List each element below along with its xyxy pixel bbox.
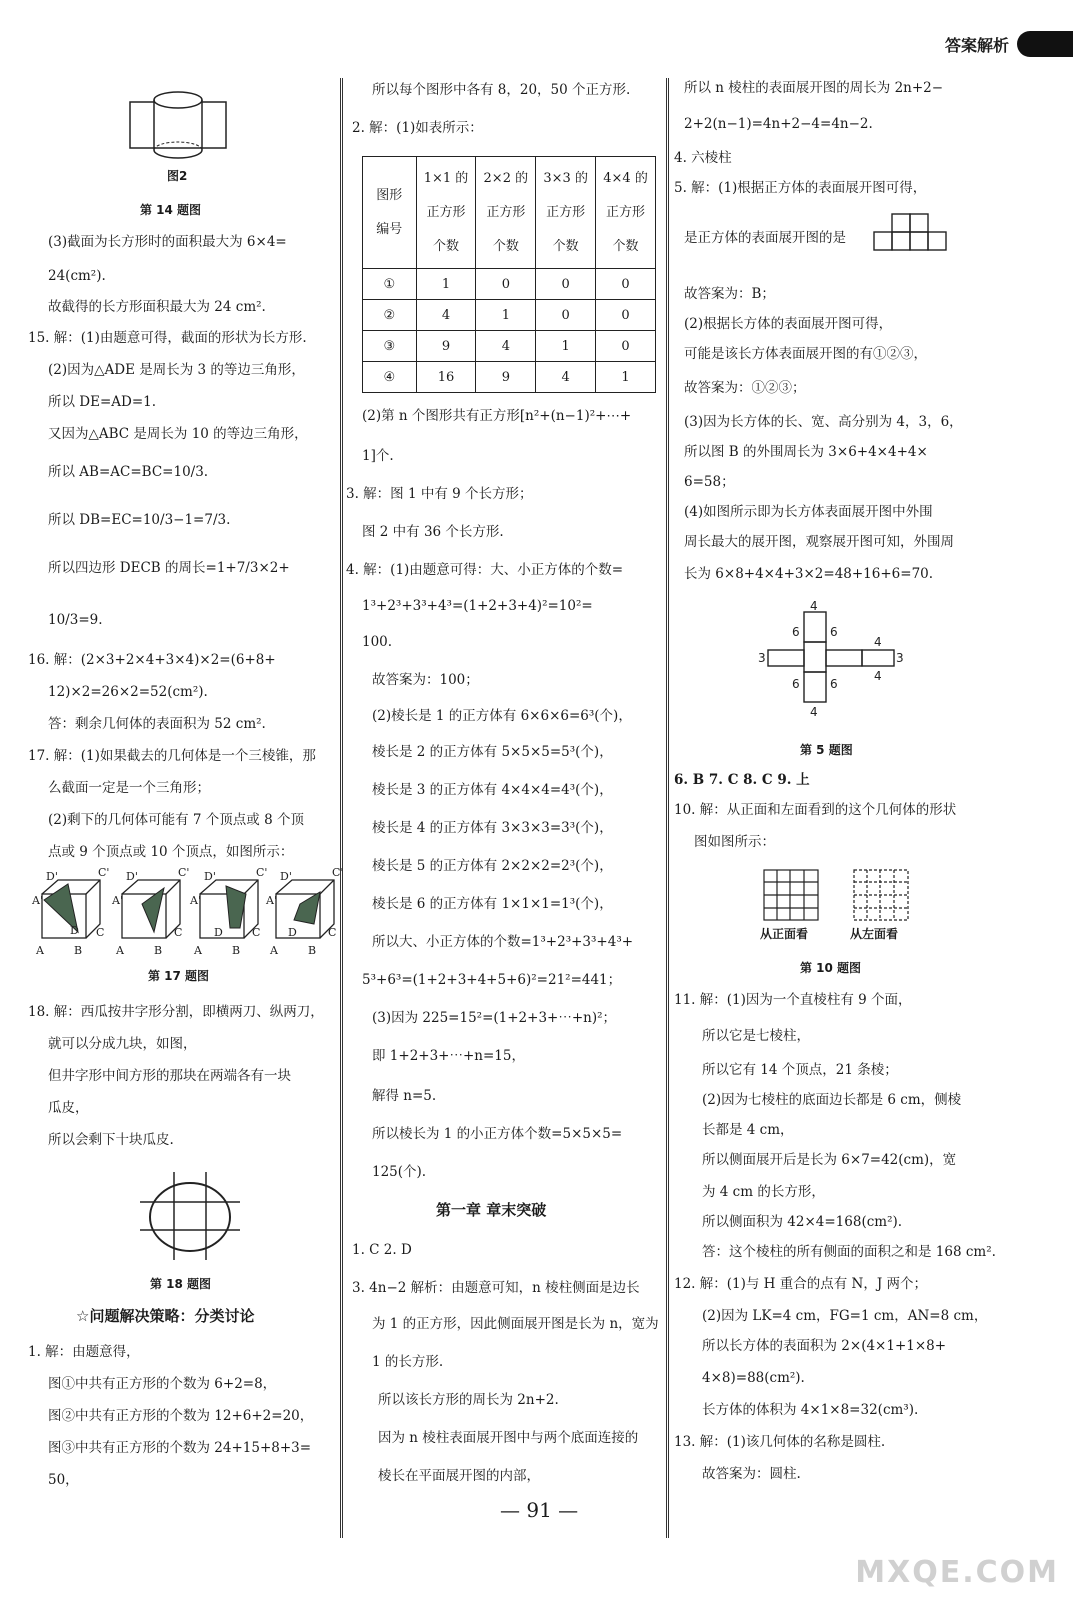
question-16: 16. 解：(2×3+2×4+3×4)×2=(6+8+: [28, 652, 276, 668]
page-number: — 91 —: [500, 1498, 579, 1522]
svg-text:B: B: [154, 944, 163, 957]
figure-18-caption: 第 18 题图: [150, 1277, 212, 1291]
text-line: (2)根据长方体的表面展开图可得，: [684, 316, 893, 332]
text-line: 长方体的体积为 4×1×8=32(cm³).: [702, 1402, 919, 1418]
figure-label-2: 图2: [167, 169, 188, 183]
table-cell: 1: [476, 300, 536, 331]
text-line: 解得 n=5.: [372, 1088, 437, 1104]
text-line: 长都是 4 cm，: [702, 1122, 794, 1138]
text-line: 所以棱长为 1 的小正方体个数=5×5×5=: [372, 1126, 623, 1142]
text-line: 1³+2³+3³+4³=(1+2+3+4)²=10²=: [362, 598, 593, 614]
question-2: 2. 解：(1)如表所示：: [352, 120, 483, 136]
text-line: 1 的长方形.: [372, 1354, 444, 1370]
text-line: 所以长方体的表面积为 2×(4×1+1×8+: [702, 1338, 947, 1354]
table-cell: 0: [596, 300, 656, 331]
table-cell: 9: [476, 362, 536, 393]
front-view-label: 从正面看: [760, 927, 809, 941]
question-18: 18. 解：西瓜按井字形分割，即横两刀、纵两刀，: [28, 1004, 324, 1020]
question-4: 4. 解：(1)由题意可得：大、小正方体的个数=: [346, 562, 624, 578]
svg-text:A: A: [116, 944, 124, 957]
text-line: (2)因为△ADE 是周长为 3 的等边三角形，: [48, 362, 305, 378]
svg-text:D: D: [288, 926, 297, 939]
text-line: (3)截面为长方形时的面积最大为 6×4=: [48, 234, 287, 250]
text-line: 所以侧面展开后是长为 6×7=42(cm)，宽: [702, 1152, 957, 1168]
text-line: 4×8)=88(cm²).: [702, 1370, 805, 1386]
text-line: 2+2(n−1)=4n+2−4=4n−2.: [684, 116, 873, 132]
text-line: 为 4 cm 的长方形，: [702, 1184, 825, 1200]
svg-text:C: C: [96, 926, 105, 939]
text-line: 所以侧面积为 42×4=168(cm²).: [702, 1214, 903, 1230]
text-line: 故答案为：B；: [684, 286, 775, 302]
net-label: 6: [830, 625, 838, 639]
text-line: 100.: [362, 634, 393, 650]
text-line: 所以每个图形中各有 8，20，50 个正方形.: [372, 82, 631, 98]
svg-text:D': D': [280, 870, 292, 883]
text-line: (2)第 n 个图形共有正方形[n²+(n−1)²+⋯+: [362, 408, 632, 424]
question-12: 12. 解：(1)与 H 重合的点有 N，J 两个；: [674, 1276, 928, 1292]
svg-text:A': A': [190, 894, 201, 907]
cylinder-figure: [128, 84, 228, 164]
net-label: 6: [830, 677, 838, 691]
cube-net-figure: [874, 208, 946, 256]
table-cell: 4: [536, 362, 596, 393]
table-header-cell: 1×1 的 正方形 个数: [416, 157, 476, 269]
table-header-cell: 3×3 的 正方形 个数: [536, 157, 596, 269]
text-line: 故答案为：100；: [372, 672, 479, 688]
text-line: 24(cm²).: [48, 268, 106, 284]
svg-text:A: A: [194, 944, 202, 957]
text-line: (3)因为 225=15²=(1+2+3+⋯+n)²；: [372, 1010, 617, 1026]
text-line: 瓜皮，: [48, 1100, 89, 1116]
text-line: 12)×2=26×2=52(cm²).: [48, 684, 208, 700]
watermark-logo: MXQE.COM: [855, 1555, 1059, 1590]
text-line: 但井字形中间方形的那块在两端各有一块: [48, 1068, 291, 1084]
question-3: 3. 解：图 1 中有 9 个长方形；: [346, 486, 533, 502]
truncated-cubes-figure: [32, 866, 344, 958]
text-line: 棱长是 5 的正方体有 2×2×2=2³(个)，: [372, 858, 613, 874]
svg-text:C': C': [332, 866, 344, 879]
header-bar: [1017, 31, 1073, 57]
table-cell: 4: [476, 331, 536, 362]
svg-text:A': A': [112, 894, 123, 907]
table-cell: 0: [536, 300, 596, 331]
table-cell: 0: [536, 269, 596, 300]
text-line: 125(个).: [372, 1164, 427, 1180]
svg-text:B: B: [308, 944, 317, 957]
text-line: 所以大、小正方体的个数=1³+2³+3³+4³+: [372, 934, 634, 950]
figure-14-caption: 第 14 题图: [140, 203, 202, 217]
text-line: 图③中共有正方形的个数为 24+15+8+3=: [48, 1440, 312, 1456]
net-label: 6: [792, 677, 800, 691]
text-line: 10/3=9.: [48, 612, 103, 628]
text-line: 因为 n 棱柱表面展开图中与两个底面连接的: [378, 1430, 639, 1446]
text-line: (3)因为长方体的长、宽、高分别为 4，3，6，: [684, 414, 963, 430]
text-line: 所以 n 棱柱的表面展开图的周长为 2n+2−: [684, 80, 944, 96]
figure-10-caption: 第 10 题图: [800, 961, 862, 975]
svg-text:A': A': [266, 894, 277, 907]
text-line: (2)剩下的几何体可能有 7 个顶点或 8 个顶: [48, 812, 304, 828]
table-header-cell: 2×2 的 正方形 个数: [476, 157, 536, 269]
text-line: 所以它有 14 个顶点，21 条棱；: [702, 1062, 898, 1078]
text-line: 棱长是 3 的正方体有 4×4×4=4³(个)，: [372, 782, 613, 798]
text-line: 所以它是七棱柱，: [702, 1028, 810, 1044]
table-header-row: [363, 157, 656, 269]
text-line: 5³+6³=(1+2+3+4+5+6)²=21²=441；: [362, 972, 622, 988]
question-11: 11. 解：(1)因为一个直棱柱有 9 个面，: [674, 992, 912, 1008]
chapter-heading: 第一章 章末突破: [436, 1201, 547, 1219]
table-cell: 1: [596, 362, 656, 393]
header-title: 答案解析: [944, 35, 1009, 55]
table-cell: 0: [476, 269, 536, 300]
net-label: 3: [758, 651, 766, 665]
text-line: 周长最大的展开图，观察展开图可知，外围周: [684, 534, 954, 550]
table-cell: 1: [416, 269, 476, 300]
answer-4: 4. 六棱柱: [674, 150, 732, 166]
table-row: [363, 269, 656, 300]
question-3-answer: 3. 4n−2 解析：由题意可知，n 棱柱侧面是边长: [352, 1280, 640, 1296]
net-label: 4: [810, 705, 818, 719]
table-cell: 0: [596, 269, 656, 300]
text-line: 所以 DE=AD=1.: [48, 394, 157, 410]
svg-text:D': D': [204, 870, 216, 883]
svg-text:C': C': [178, 866, 190, 879]
squares-table: [362, 156, 656, 393]
text-line: 答：这个棱柱的所有侧面的面积之和是 168 cm².: [702, 1244, 996, 1260]
text-line: 可能是该长方体表面展开图的有①②③，: [684, 346, 927, 362]
text-line: (2)因为 LK=4 cm，FG=1 cm，AN=8 cm，: [702, 1308, 988, 1324]
question-1: 1. 解：由题意得，: [28, 1344, 140, 1360]
text-line: 故答案为：圆柱.: [702, 1466, 801, 1482]
svg-text:D: D: [70, 924, 79, 937]
left-view-figure: [850, 866, 914, 922]
text-line: 是正方体的表面展开图的是: [684, 230, 846, 246]
text-line: 就可以分成九块，如图，: [48, 1036, 197, 1052]
section-heading: ☆问题解决策略：分类讨论: [76, 1307, 255, 1325]
svg-text:D': D': [46, 870, 58, 883]
question-5: 5. 解：(1)根据正方体的表面展开图可得，: [674, 180, 927, 196]
net-label: 4: [874, 669, 882, 683]
text-line: 又因为△ABC 是周长为 10 的等边三角形，: [48, 426, 308, 442]
table-row: [363, 331, 656, 362]
table-header-cell: 图形 编号: [363, 157, 417, 269]
text-line: 所以该长方形的周长为 2n+2.: [378, 1392, 559, 1408]
text-line: 即 1+2+3+⋯+n=15，: [372, 1048, 525, 1064]
net-label: 4: [874, 635, 882, 649]
text-line: 所以 DB=EC=10/3−1=7/3.: [48, 512, 231, 528]
text-line: 棱长在平面展开图的内部，: [378, 1468, 540, 1484]
text-line: 点或 9 个顶点或 10 个顶点，如图所示：: [48, 844, 294, 860]
table-cell: ①: [363, 269, 417, 300]
net-label: 6: [792, 625, 800, 639]
table-header-cell: 4×4 的 正方形 个数: [596, 157, 656, 269]
svg-text:B: B: [74, 944, 83, 957]
answers-6-9: 6. B 7. C 8. C 9. 上: [674, 772, 810, 788]
svg-text:C': C': [256, 866, 268, 879]
text-line: 所以四边形 DECB 的周长=1+7/3×2+: [48, 560, 290, 576]
text-line: 图②中共有正方形的个数为 12+6+2=20，: [48, 1408, 314, 1424]
table-row: [363, 362, 656, 393]
text-line: (2)因为七棱柱的底面边长都是 6 cm，侧棱: [702, 1092, 962, 1108]
table-cell: 1: [536, 331, 596, 362]
net-label: 3: [896, 651, 904, 665]
table-cell: 0: [596, 331, 656, 362]
text-line: 图如图所示：: [694, 834, 775, 850]
question-15: 15. 解：(1)由题意可得，截面的形状为长方形.: [28, 330, 307, 346]
text-line: 故答案为：①②③；: [684, 380, 806, 396]
svg-text:D: D: [214, 926, 223, 939]
svg-text:C: C: [174, 926, 183, 939]
front-view-figure: [760, 866, 824, 922]
figure-5-caption: 第 5 题图: [800, 743, 853, 757]
figure-17-caption: 第 17 题图: [148, 969, 210, 983]
svg-text:A': A': [32, 894, 43, 907]
text-line: 长为 6×8+4×4+3×2=48+16+6=70.: [684, 566, 934, 582]
column-divider-1: [340, 78, 343, 1538]
text-line: 棱长是 4 的正方体有 3×3×3=3³(个)，: [372, 820, 613, 836]
left-view-label: 从左面看: [850, 927, 899, 941]
column-divider-2: [666, 78, 669, 1538]
question-17: 17. 解：(1)如果截去的几何体是一个三棱锥，那: [28, 748, 316, 764]
question-13: 13. 解：(1)该几何体的名称是圆柱.: [674, 1434, 886, 1450]
text-line: 答：剩余几何体的表面积为 52 cm².: [48, 716, 266, 732]
table-cell: 16: [416, 362, 476, 393]
cuboid-net-figure: [756, 598, 906, 726]
svg-text:A: A: [270, 944, 278, 957]
text-line: 所以会剩下十块瓜皮.: [48, 1132, 174, 1148]
svg-text:C: C: [252, 926, 261, 939]
text-line: 么截面一定是一个三角形；: [48, 780, 210, 796]
text-line: 6=58；: [684, 474, 735, 490]
text-line: 50，: [48, 1472, 79, 1488]
table-cell: ③: [363, 331, 417, 362]
header-tab: [945, 28, 1073, 60]
table-cell: 9: [416, 331, 476, 362]
text-line: (2)棱长是 1 的正方体有 6×6×6=6³(个)，: [372, 708, 632, 724]
text-line: 故截得的长方形面积最大为 24 cm².: [48, 299, 266, 315]
table-row: [363, 300, 656, 331]
svg-text:C: C: [328, 926, 337, 939]
net-label: 4: [810, 599, 818, 613]
table-cell: ②: [363, 300, 417, 331]
watermelon-cut-figure: [140, 1172, 240, 1262]
table-cell: ④: [363, 362, 417, 393]
text-line: 1]个.: [362, 448, 394, 464]
table-cell: 4: [416, 300, 476, 331]
text-line: 所以 AB=AC=BC=10/3.: [48, 464, 209, 480]
text-line: (4)如图所示即为长方体表面展开图中外围: [684, 504, 933, 520]
text-line: 为 1 的正方形，因此侧面展开图是长为 n，宽为: [372, 1316, 659, 1332]
text-line: 棱长是 2 的正方体有 5×5×5=5³(个)，: [372, 744, 613, 760]
svg-text:A: A: [36, 944, 44, 957]
svg-text:B: B: [232, 944, 241, 957]
text-line: 所以图 B 的外围周长为 3×6+4×4+4×: [684, 444, 928, 460]
question-10: 10. 解：从正面和左面看到的这个几何体的形状: [674, 802, 957, 818]
svg-text:C': C': [98, 866, 110, 879]
text-line: 图①中共有正方形的个数为 6+2=8，: [48, 1376, 277, 1392]
answers-1-2: 1. C 2. D: [352, 1242, 412, 1258]
svg-text:D': D': [126, 870, 138, 883]
text-line: 棱长是 6 的正方体有 1×1×1=1³(个)，: [372, 896, 613, 912]
text-line: 图 2 中有 36 个长方形.: [362, 524, 504, 540]
